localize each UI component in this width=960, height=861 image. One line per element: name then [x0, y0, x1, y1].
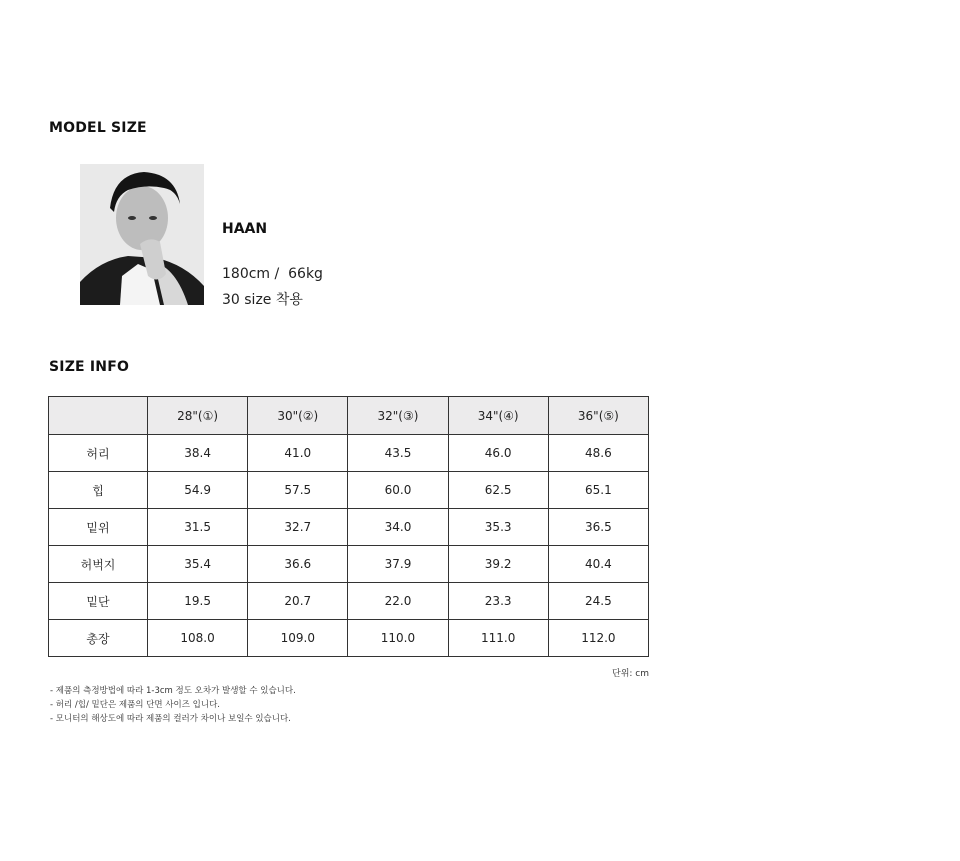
model-photo [80, 164, 204, 305]
table-row [49, 620, 649, 657]
note-item: - 허리 /힙/ 밑단은 제품의 단면 사이즈 입니다. [50, 700, 220, 710]
table-cell: 32.7 [248, 509, 348, 546]
table-cell: 65.1 [548, 472, 648, 509]
table-cell: 35.4 [148, 546, 248, 583]
table-cell: 22.0 [348, 583, 448, 620]
table-cell: 23.3 [448, 583, 548, 620]
table-cell: 109.0 [248, 620, 348, 657]
note-item: - 모니터의 해상도에 따라 제품의 컬러가 차이나 보일수 있습니다. [50, 714, 291, 724]
header-cell-size-28: 28"(①) [148, 397, 248, 435]
row-label: 밑단 [49, 583, 148, 620]
header-cell-size-32: 32"(③) [348, 397, 448, 435]
model-worn-size: 30 size 착용 [222, 292, 303, 308]
header-cell-corner [49, 397, 148, 435]
table-cell: 39.2 [448, 546, 548, 583]
table-cell: 46.0 [448, 435, 548, 472]
header-cell-size-36: 36"(⑤) [548, 397, 648, 435]
table-cell: 36.5 [548, 509, 648, 546]
table-cell: 57.5 [248, 472, 348, 509]
table-cell: 60.0 [348, 472, 448, 509]
table-cell: 54.9 [148, 472, 248, 509]
size-notes [50, 684, 296, 726]
table-cell: 110.0 [348, 620, 448, 657]
table-cell: 35.3 [448, 509, 548, 546]
table-row [49, 472, 649, 509]
model-height-weight: 180cm / 66kg [222, 266, 323, 282]
table-cell: 62.5 [448, 472, 548, 509]
row-label: 총장 [49, 620, 148, 657]
table-row [49, 546, 649, 583]
table-cell: 112.0 [548, 620, 648, 657]
table-cell: 111.0 [448, 620, 548, 657]
table-cell: 37.9 [348, 546, 448, 583]
table-row [49, 509, 649, 546]
header-cell-size-34: 34"(④) [448, 397, 548, 435]
table-cell: 43.5 [348, 435, 448, 472]
table-cell: 24.5 [548, 583, 648, 620]
table-cell: 31.5 [148, 509, 248, 546]
model-size-title: MODEL SIZE [49, 120, 147, 136]
table-cell: 20.7 [248, 583, 348, 620]
table-cell: 38.4 [148, 435, 248, 472]
row-label: 허리 [49, 435, 148, 472]
table-row [49, 583, 649, 620]
size-header-row [49, 397, 649, 435]
table-cell: 41.0 [248, 435, 348, 472]
size-table [48, 396, 649, 657]
table-row [49, 435, 649, 472]
model-name: HAAN [222, 221, 268, 237]
table-cell: 19.5 [148, 583, 248, 620]
header-cell-size-30: 30"(②) [248, 397, 348, 435]
size-info-title: SIZE INFO [49, 359, 130, 375]
row-label: 밑위 [49, 509, 148, 546]
table-cell: 48.6 [548, 435, 648, 472]
table-cell: 108.0 [148, 620, 248, 657]
table-cell: 40.4 [548, 546, 648, 583]
row-label: 허벅지 [49, 546, 148, 583]
note-item: - 제품의 측정방법에 따라 1-3cm 정도 오차가 발생할 수 있습니다. [50, 686, 296, 696]
table-cell: 36.6 [248, 546, 348, 583]
row-label: 힙 [49, 472, 148, 509]
table-cell: 34.0 [348, 509, 448, 546]
unit-label: 단위: cm [612, 669, 649, 679]
